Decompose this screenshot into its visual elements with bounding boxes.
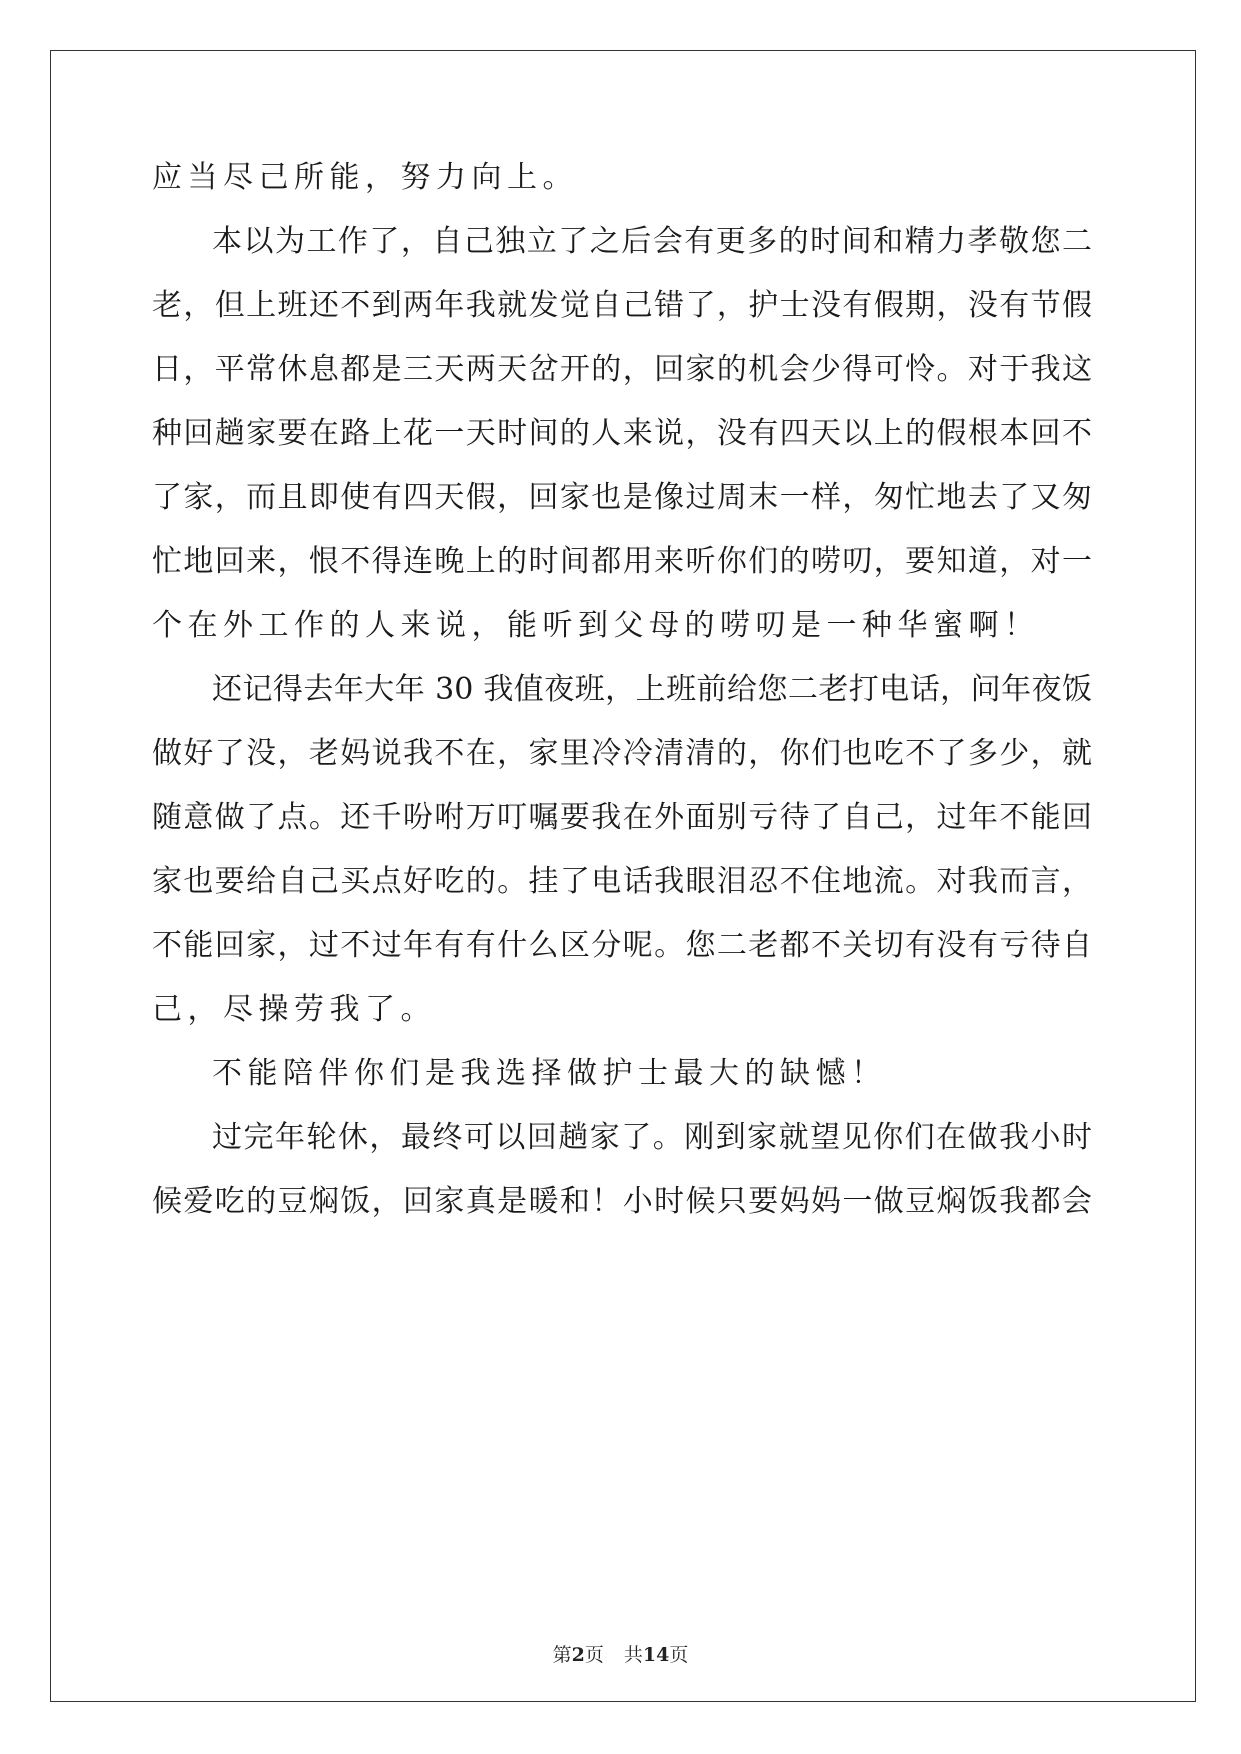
text-line: 日，平常休息都是三天两天岔开的，回家的机会少得可怜。对于我这 [152, 352, 1092, 387]
text-line: 家也要给自己买点好吃的。挂了电话我眼泪忍不住地流。对我而言， [152, 864, 1092, 899]
total-pages: 14 [642, 1644, 670, 1666]
text-line: 个在外工作的人来说，能听到父母的唠叨是一种华蜜啊！ [152, 608, 1040, 643]
page-prefix: 第 [552, 1644, 572, 1666]
text-line: 了家，而且即使有四天假，回家也是像过周末一样，匆忙地去了又匆 [152, 480, 1092, 515]
text-line: 不能回家，过不过年有有什么区分呢。您二老都不关切有没有亏待自 [152, 928, 1092, 963]
text-line: 做好了没，老妈说我不在，家里冷冷清清的，你们也吃不了多少，就 [152, 736, 1092, 771]
total-suffix: 页 [669, 1644, 689, 1666]
text-line: 随意做了点。还千吩咐万叮嘱要我在外面别亏待了自己，过年不能回 [152, 800, 1092, 835]
page-footer [0, 1640, 1241, 1667]
text-line: 老，但上班还不到两年我就发觉自己错了，护士没有假期，没有节假 [152, 288, 1092, 323]
text-line: 不能陪伴你们是我选择做护士最大的缺憾！ [212, 1056, 887, 1091]
text-line: 应当尽己所能，努力向上。 [152, 160, 578, 195]
text-line: 还记得去年大年 30 我值夜班，上班前给您二老打电话，问年夜饭 [212, 672, 1092, 707]
text-line: 过完年轮休，最终可以回趟家了。刚到家就望见你们在做我小时 [212, 1120, 1092, 1155]
total-prefix: 共 [623, 1644, 643, 1666]
text-line: 候爱吃的豆焖饭，回家真是暖和！小时候只要妈妈一做豆焖饭我都会 [152, 1184, 1092, 1219]
page-suffix: 页 [584, 1644, 604, 1666]
text-line: 种回趟家要在路上花一天时间的人来说，没有四天以上的假根本回不 [152, 416, 1092, 451]
page-number: 2 [571, 1644, 585, 1666]
text-line: 己，尽操劳我了。 [152, 992, 436, 1027]
text-line: 忙地回来，恨不得连晚上的时间都用来听你们的唠叨，要知道，对一 [152, 544, 1092, 579]
text-line: 本以为工作了，自己独立了之后会有更多的时间和精力孝敬您二 [212, 224, 1092, 259]
